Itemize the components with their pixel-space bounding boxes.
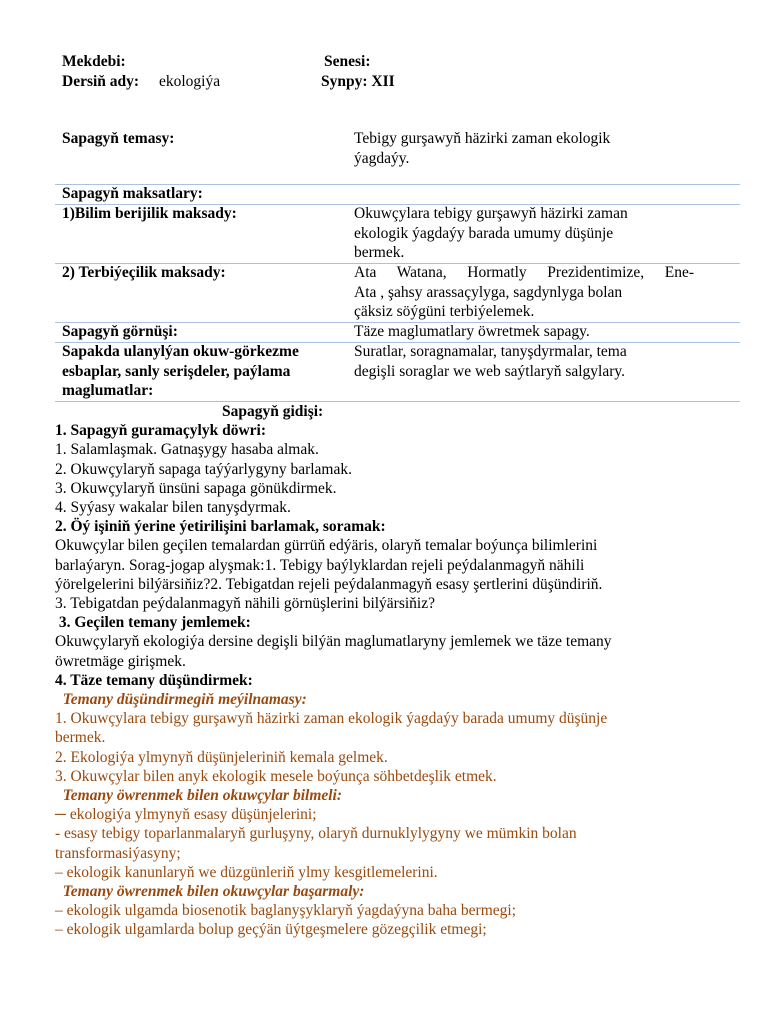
aims-row: [55, 184, 740, 205]
upbringing-value: [354, 263, 694, 322]
edu-aim-line: bermek.: [354, 244, 405, 261]
edu-aim-line: Okuwçylara tebigy gurşawyň häzirki zaman: [354, 205, 628, 222]
section-2-line: Okuwçylar bilen geçilen temalardan gürrüň edýäris, olaryň temalar boýunça bilimlerini: [55, 537, 598, 555]
school-label: Mekdebi:: [62, 53, 126, 70]
materials-label-line: esbaplar, sanly serişdeler, paýlama: [62, 362, 291, 380]
section-2-line: 3. Tebigatdan peýdalanmagyň nähili görnüşlerini bilýärsiňiz?: [55, 595, 435, 613]
know-line: – ekologik kanunlaryň we düzgünleriň ylmy kesgitlemelerini.: [55, 863, 438, 881]
course-title: Sapagyň gidişi:: [222, 403, 324, 420]
plan-line: bermek.: [55, 729, 106, 747]
type-row: [55, 322, 740, 343]
topic-line: Tebigy gurşawyň häzirki zaman ekologik: [354, 130, 611, 147]
plan-title: Temany düşündirmegiň meýilnamasy:: [55, 691, 307, 709]
upbringing-line: Ata Watana, Hormatly Prezidentimize, Ene-: [354, 264, 694, 281]
date-label: Senesi:: [324, 53, 371, 70]
section-3-line: öwretmäge girişmek.: [55, 652, 186, 670]
materials-row: [55, 342, 740, 402]
know-title: Temany öwrenmek bilen okuwçylar bilmeli:: [55, 787, 343, 805]
section-1-item: 4. Syýasy wakalar bilen tanyşdyrmak.: [55, 499, 291, 517]
know-line: transformasiýasyny;: [55, 844, 181, 862]
upbringing-row: [55, 263, 740, 323]
know-line: ─ ekologiýa ylmynyň esasy düşünjelerini;: [55, 806, 317, 824]
materials-value: [354, 342, 694, 381]
upbringing-label: 2) Terbiýeçilik maksady:: [62, 264, 226, 281]
lesson-course: [55, 402, 735, 940]
subject-label: Dersiň ady:: [62, 73, 140, 90]
materials-label-line: maglumatlar:: [62, 382, 154, 399]
materials-label: [62, 342, 347, 401]
type-label: Sapagyň görnüşi:: [62, 323, 178, 340]
edu-aim-line: ekologik ýagdaýy barada umumy düşünje: [354, 224, 614, 242]
edu-aim-value: [354, 204, 694, 263]
section-2-line: barlaýaryn. Sorag-jogap alyşmak:1. Tebigy baýlyklardan rejeli peýdalanmagyň nähili: [55, 556, 585, 574]
edu-aim-row: [55, 204, 740, 264]
materials-label-line: Sapakda ulanylýan okuw-görkezme: [62, 343, 299, 360]
section-3-title: 3. Geçilen temany jemlemek:: [55, 614, 251, 632]
section-1-item: 3. Okuwçylaryň ünsüni sapaga gönükdirmek.: [55, 479, 337, 497]
section-1-item: 1. Salamlaşmak. Gatnaşygy hasaba almak.: [55, 441, 319, 459]
section-3-line: Okuwçylaryň ekologiýa dersine degişli bilýän maglumatlaryny jemlemek we täze temany: [55, 633, 612, 651]
topic-row: [55, 120, 740, 185]
plan-line: 3. Okuwçylar bilen anyk ekologik mesele boýunça söhbetdeşlik etmek.: [55, 767, 497, 785]
upbringing-line: Ata , şahsy arassaçylyga, sagdynlyga bolan: [354, 283, 623, 301]
section-2-title: 2. Öý işiniň ýerine ýetirilişini barlamak, soramak:: [55, 518, 386, 536]
know-line: - esasy tebigy toparlanmalaryň gurluşyny, olaryň durnuklylygyny we mümkin bolan: [55, 825, 577, 843]
edu-aim-label: 1)Bilim berijilik maksady:: [62, 205, 237, 222]
class-label: Synpy: XII: [321, 73, 395, 90]
section-1-item: 2. Okuwçylaryň sapaga taýýarlygyny barlamak.: [55, 460, 352, 478]
section-4-title: 4. Täze temany düşündirmek:: [55, 671, 253, 689]
plan-line: 1. Okuwçylara tebigy gurşawyň häzirki zaman ekologik ýagdaýy barada umumy düşünje: [55, 710, 608, 728]
section-1-title: 1. Sapagyň guramaçylyk döwri:: [55, 422, 266, 440]
able-line: – ekologik ulgamlarda bolup geçýän üýtgeşmelere gözegçilik etmegi;: [55, 921, 487, 939]
aims-label: Sapagyň maksatlary:: [62, 185, 203, 202]
materials-line: degişli soraglar we web saýtlaryň salgylary.: [354, 362, 626, 380]
topic-line: ýagdaýy.: [354, 149, 410, 167]
type-value: Täze maglumatlary öwretmek sapagy.: [354, 323, 590, 340]
upbringing-line: çäksiz söýgüni terbiýelemek.: [354, 303, 535, 320]
materials-line: Suratlar, soragnamalar, tanyşdyrmalar, tema: [354, 343, 627, 360]
section-2-line: ýörelgelerini bilýärsiňiz?2. Tebigatdan rejeli peýdalanmagyň esasy şertlerini düşündiriň.: [55, 575, 603, 593]
subject-value: ekologiýa: [159, 73, 221, 90]
topic-value: [354, 129, 694, 168]
able-line: – ekologik ulgamda biosenotik baglanyşyklaryň ýagdaýyna baha bermegi;: [55, 902, 517, 920]
topic-label: Sapagyň temasy:: [62, 130, 175, 147]
plan-line: 2. Ekologiýa ylmynyň düşünjeleriniň kemala gelmek.: [55, 748, 388, 766]
able-title: Temany öwrenmek bilen okuwçylar başarmaly:: [55, 883, 365, 901]
